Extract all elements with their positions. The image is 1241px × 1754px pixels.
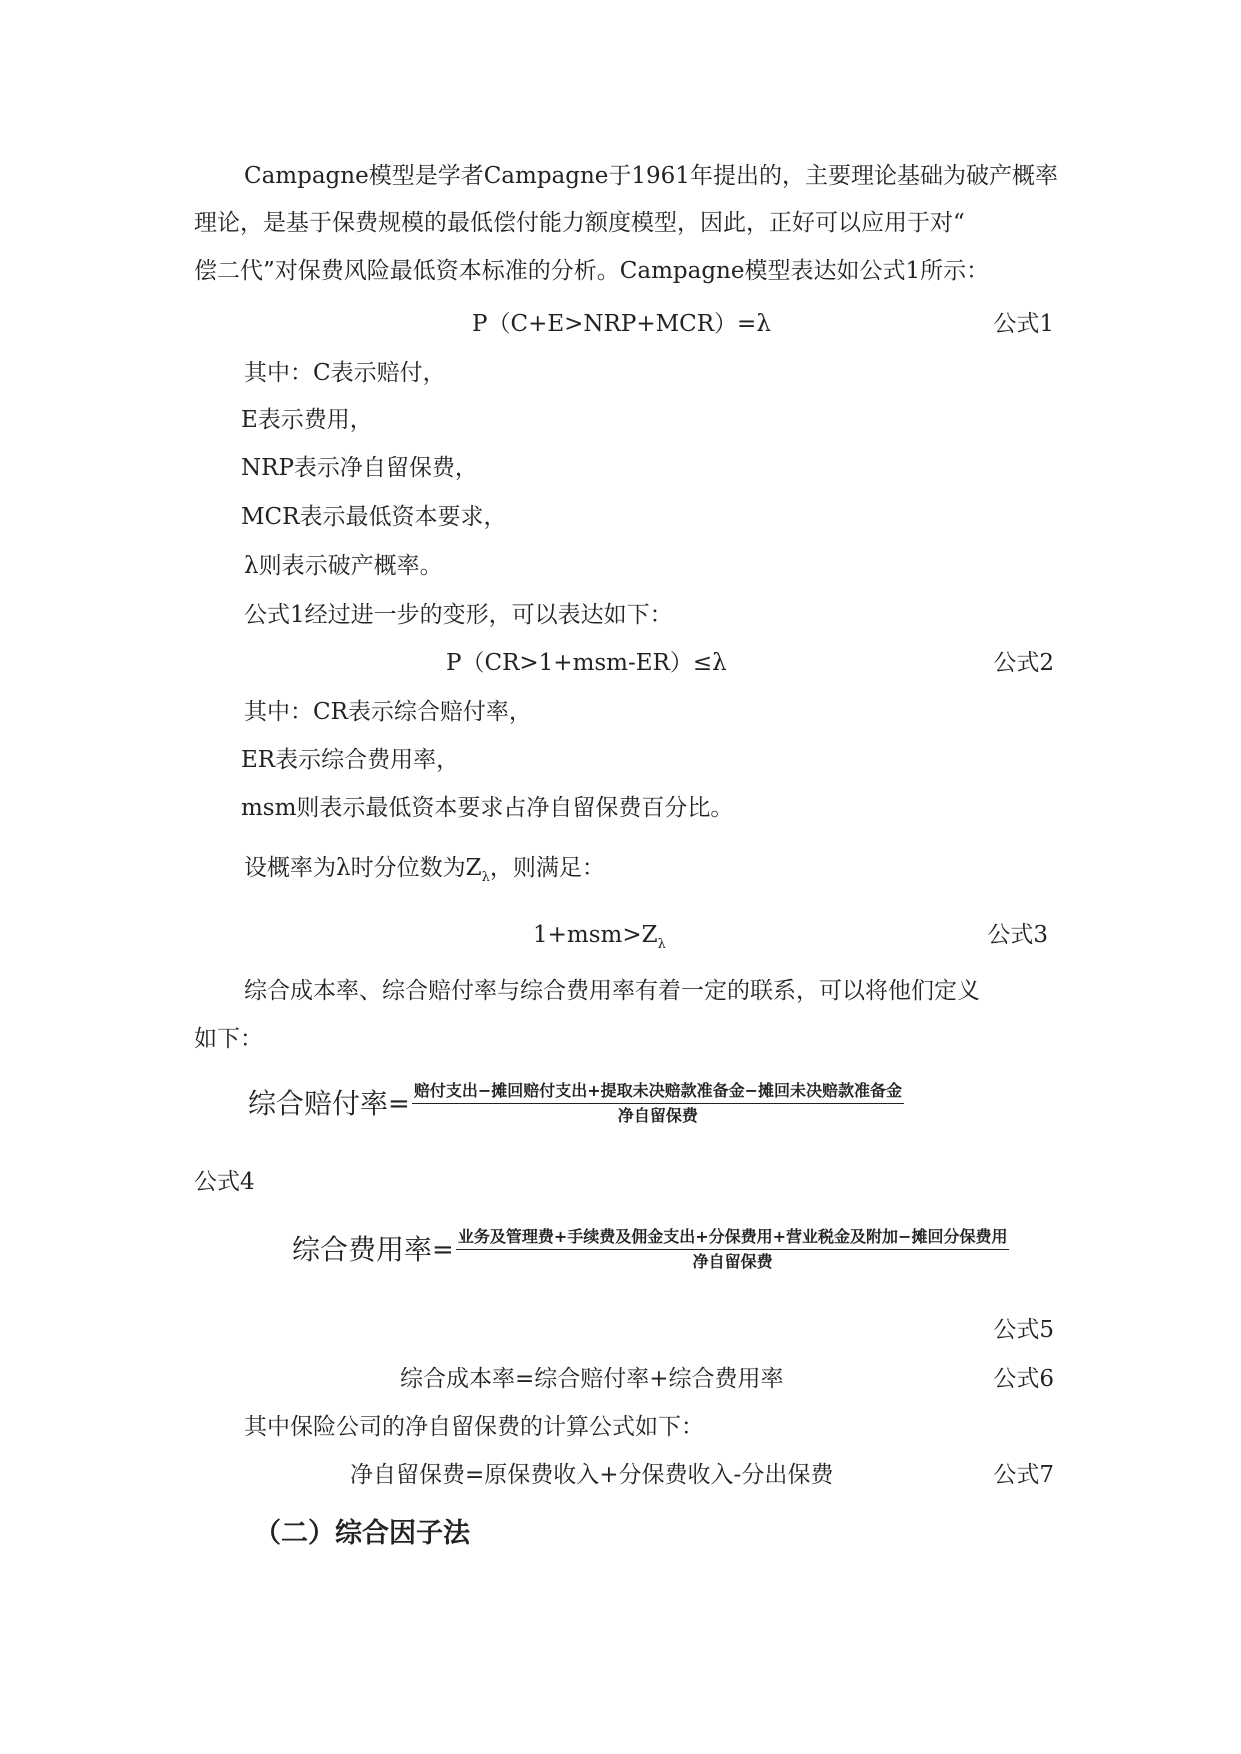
formula-3-text: 1+msm>Z [533, 922, 658, 948]
definition-line: ER表示综合费用率， [241, 747, 460, 773]
definition-line: λ则表示破产概率。 [244, 553, 443, 579]
fraction [412, 1081, 904, 1126]
definition-line: 其中：C表示赔付， [244, 360, 446, 386]
definition-line: 其中：CR表示综合赔付率， [244, 699, 532, 725]
lambda-subscript: λ [657, 937, 666, 952]
formula-1-number: 公式1 [993, 311, 1054, 337]
formula-5 [292, 1227, 1009, 1272]
formula-6-number: 公式6 [993, 1366, 1054, 1392]
paragraph-line: 综合成本率、综合赔付率与综合费用率有着一定的联系，可以将他们定义 [244, 978, 980, 1004]
formula-5-number: 公式5 [993, 1317, 1054, 1343]
definition-line: NRP表示净自留保费， [241, 455, 478, 481]
formula-5-lhs: 综合费用率 [292, 1232, 433, 1266]
formula-7: 净自留保费=原保费收入+分保费收入-分出保费 [350, 1462, 834, 1488]
formula-4-lhs: 综合赔付率 [248, 1086, 389, 1120]
lambda-subscript: λ [481, 870, 490, 885]
definition-line: MCR表示最低资本要求， [241, 504, 507, 530]
equals-sign: = [388, 1088, 410, 1119]
equals-sign: = [432, 1234, 454, 1265]
formula-7-number: 公式7 [993, 1462, 1054, 1488]
formula-3-number: 公式3 [987, 922, 1048, 948]
fraction-denominator: 净自留保费 [692, 1252, 773, 1271]
definition-line: msm则表示最低资本要求占净自留保费百分比。 [241, 795, 734, 821]
definition-line: E表示费用， [241, 407, 373, 433]
paragraph-line: 如下： [194, 1026, 263, 1052]
quantile-text-tail: ，则满足： [489, 855, 605, 881]
formula-2-number: 公式2 [993, 650, 1054, 676]
paragraph-line: 公式1经过进一步的变形，可以表达如下： [244, 602, 673, 628]
formula-2: P（CR>1+msm-ER）≤λ [446, 650, 727, 676]
fraction-numerator: 业务及管理费+手续费及佣金支出+分保费用+营业税金及附加−摊回分保费用 [457, 1227, 1008, 1246]
fraction-numerator: 赔付支出−摊回赔付支出+提取未决赔款准备金−摊回未决赔款准备金 [413, 1081, 903, 1100]
formula-1: P（C+E>NRP+MCR）=λ [472, 311, 771, 337]
quantile-text: 设概率为λ时分位数为Z [244, 855, 482, 881]
section-heading: （二）综合因子法 [254, 1518, 470, 1549]
fraction [456, 1227, 1010, 1272]
paragraph-line: Campagne模型是学者Campagne于1961年提出的，主要理论基础为破产概率 [244, 163, 1058, 189]
paragraph-line [244, 853, 605, 893]
formula-6: 综合成本率=综合赔付率+综合费用率 [400, 1366, 784, 1392]
formula-4-number: 公式4 [194, 1169, 255, 1195]
formula-4 [248, 1081, 904, 1126]
paragraph-line: 偿二代”对保费风险最低资本标准的分析。Campagne模型表达如公式1所示： [194, 258, 990, 284]
paragraph-line: 其中保险公司的净自留保费的计算公式如下： [244, 1414, 704, 1440]
fraction-denominator: 净自留保费 [617, 1106, 698, 1125]
paragraph-line: 理论，是基于保费规模的最低偿付能力额度模型，因此，正好可以应用于对“ [194, 210, 965, 236]
formula-3 [533, 920, 666, 960]
